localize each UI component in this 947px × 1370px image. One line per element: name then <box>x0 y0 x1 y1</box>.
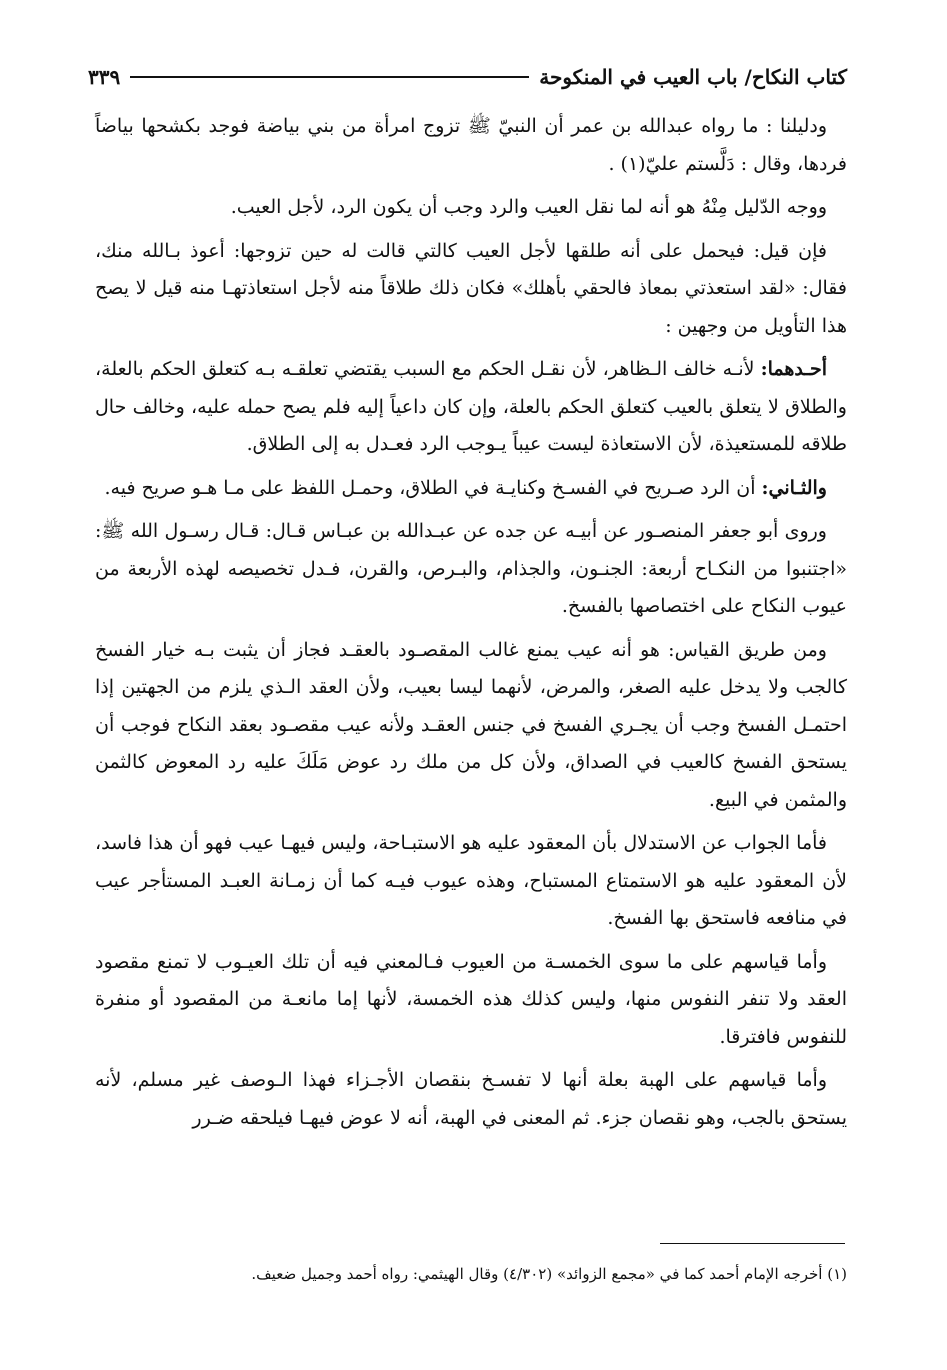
paragraph: أحـدهما: لأنـه خالف الـظاهر، لأن نقـل الحكم مع السبب يقتضي تعلقـه بـه كتعلق الحكم بالعلة، والطلاق لا يتعلق بالعيب كتعلق الحكم بالعلة، وإن كان داعياً إليه فلم يصح حمله عليه، وخالف حال طلاقه للمستعيذة، لأن الاستعاذة ليست عيباً يـوجب الرد فعـدل به إلى الطلاق. <box>95 358 847 455</box>
header-rule <box>130 76 529 78</box>
footnote: (١) أخرجه الإمام أحمد كما في «مجمع الزوائد» (٤/٣٠٢) وقال الهيثمي: رواه أحمد وجميل ضعيف. <box>251 1265 847 1283</box>
paragraph: فأما الجواب عن الاستدلال بأن المعقود عليه هو الاستبـاحة، وليس فيهـا عيب فهو أن هذا فاسد، لأن المعقود عليه هو الاستمتاع المستباح، وهذه عيوب فيـه كما أن زمـانة العبـد المستأجر عيب في منافعه فاستحق بها الفسخ. <box>95 832 847 929</box>
running-header <box>88 62 847 92</box>
paragraph: وأما قياسهم على الهبة بعلة أنها لا تفسـخ بنقصان الأجـزاء فهذا الـوصف غير مسلم، لأنه يستحق بالجب، وهو نقصان جزء. ثم المعنى في الهبة، أنه لا عوض فيهـا فيلحقه ضـرر <box>95 1069 847 1129</box>
main-text <box>95 108 847 1143</box>
paragraph-lead: أحـدهما: <box>760 358 827 380</box>
paragraph: ووجه الدّليل مِنْهُ هو أنه لما نقل العيب والرد وجب أن يكون الرد، لأجل العيب. <box>230 196 827 218</box>
paragraph-lead: والثـاني: <box>761 476 827 499</box>
paragraph: ومن طريق القياس: هو أنه عيب يمنع غالب المقصـود بالعقـد فجاز أن يثبت بـه خيار الفسخ كالجب ولا يدخل عليه الصغر، والمرض، لأنهما ليسا بعيب، ولأن العقد الـذي يلزم من الجهتين إذا احتمـل الفسخ وجب أن يجـري الفسخ في جنس العقـد ولأنه عيب مقصـود بعقد النكاح فوجب أن يستحق الفسخ كالعيب في الصداق، ولأن كل من ملك رد عوض مَلَكَ عليه رد المعوض كالثمن والمثمن في البيع. <box>95 638 847 811</box>
paragraph: وروى أبو جعفر المنصـور عن أبيـه عن جده عن عبـدالله بن عبـاس قـال: قـال رسـول الله ﷺ: «اجتنبوا من النكـاح أربعة: الجنـون، والجذام، والبـرص، والقرن، فـدل تخصيصه لهذه الأربعة من عيوب النكاح على اختصاصها بالفسخ. <box>95 520 847 617</box>
paragraph: فإن قيل: فيحمل على أنه طلقها لأجل العيب كالتي قالت له حين تزوجها: أعوذ بـالله منك، فقال: «لقد استعذتي بمعاذ فالحقي بأهلك» فكان ذلك طلاقاً منه لأجل استعاذتهـا منه قيل لا يصح هذا التأويل من وجهين : <box>95 239 847 337</box>
footnote-divider <box>660 1243 845 1244</box>
paragraph: والثـاني: أن الرد صـريح في الفسـخ وكنايـة في الطلاق، وحمـل اللفظ على مـا هـو صريح فيه. <box>104 476 827 499</box>
chapter-title: كتاب النكاح/ باب العيب في المنكوحة <box>539 65 847 89</box>
paragraph: وأما قياسهم على ما سوى الخمسـة من العيوب فـالمعني فيه أن تلك العيـوب لا تمنع مقصود العقد ولا تنفر النفوس منها، وليس كذلك هذه الخمسة، لأنها إما مانعـة من المقصود أو منفرة للنفوس فافترقا. <box>95 950 847 1048</box>
paragraph: ودليلنا : ما رواه عبدالله بن عمر أن النبيّ ﷺ تزوج امرأة من بني بياضة فوجد بكشحها بياضاً فردها، وقال : دَلَّستم عليّ(١) . <box>95 115 847 175</box>
page-number: ٣٣٩ <box>88 65 121 89</box>
